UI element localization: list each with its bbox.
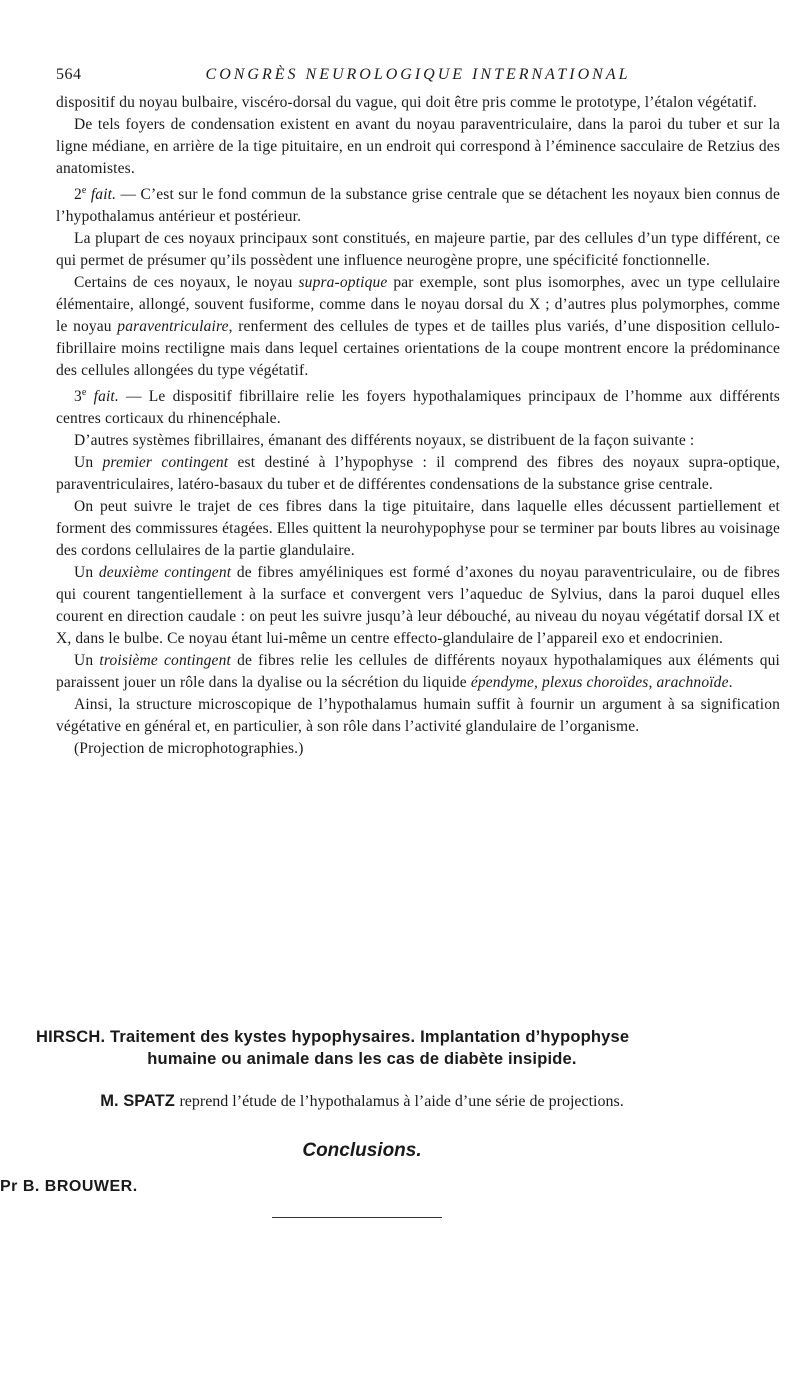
paragraph	[56, 180, 780, 228]
paragraph-text: paraventriculaire	[117, 318, 229, 336]
paragraph-text: Ainsi, la structure microscopique de l’hypothalamus humain suffit à fournir un argument à sa signification végétative en général et, en particulier, à son rôle dans l’activité glandulaire de l’organisme.	[56, 696, 780, 736]
paragraph-text: On peut suivre le trajet de ces fibres dans la tige pituitaire, dans laquelle elles décussent partiellement et forment des commissures étagées. Elles quittent la neurohypophyse pour se terminer par bouts libres au voisinage des cordons cellulaires de la partie glandulaire.	[56, 498, 780, 560]
paragraph-text: 2	[74, 186, 82, 204]
conclusions-heading: Conclusions.	[302, 1140, 422, 1161]
paragraph	[56, 430, 780, 452]
paragraph	[56, 496, 780, 562]
running-head	[56, 66, 780, 90]
paragraph	[56, 738, 780, 760]
brouwer-author: Pr B. BROUWER.	[0, 1178, 138, 1195]
paragraph-text: .	[728, 674, 733, 692]
paragraph	[56, 650, 780, 694]
paragraph-text: D’autres systèmes fibrillaires, émanant des différents noyaux, se distribuent de la façon suivante :	[74, 432, 695, 450]
page-number: 564	[56, 66, 82, 83]
spatz-text: reprend l’étude de l’hypothalamus à l’aide d’une série de projections.	[179, 1093, 624, 1110]
separator-rule	[272, 1217, 442, 1218]
paragraph-text: supra-optique	[298, 274, 388, 292]
paragraph-text: Certains de ces noyaux, le noyau	[74, 274, 299, 292]
paragraph	[56, 92, 780, 114]
paragraph-text: est destiné à l’hypophyse : il comprend des fibres des noyaux supra-optique, paraventriculaires, latéro-basaux du tuber et de différentes condensations de la substance grise centrale.	[56, 454, 780, 494]
paragraph	[56, 114, 780, 180]
hirsch-author: HIRSCH.	[36, 1028, 106, 1046]
hirsch-talk-title	[0, 1026, 724, 1070]
paragraph-text: e	[81, 387, 87, 399]
paragraph-text: dispositif du noyau bulbaire, viscéro-dorsal du vague, qui doit être pris comme le prototype, l’étalon végétatif.	[56, 94, 757, 111]
paragraph-text: 3	[74, 388, 82, 406]
spatz-line	[0, 1090, 724, 1113]
paragraph-text: La plupart de ces noyaux principaux sont constitués, en majeure partie, par des cellules d’un type différent, ce qui permet de présumer qu’ils possèdent une influence neurogène propre, une spécificité fonctionnelle.	[56, 230, 780, 270]
paragraph-text: troisième contingent	[99, 652, 231, 670]
spatz-author: M. SPATZ	[100, 1092, 175, 1110]
body-text	[56, 92, 780, 760]
paragraph	[56, 228, 780, 272]
paragraph-text: (Projection de microphotographies.)	[74, 740, 304, 758]
paragraph-text: , renferment des cellules de types et de tailles plus variés, d’une disposition cellulo-fibrillaire moins rectiligne mais dans lequel certaines orientations de la coupe montrent encore la prédominance des cellules allongées du type végétatif.	[56, 318, 780, 380]
running-title: CONGRÈS NEUROLOGIQUE INTERNATIONAL	[205, 66, 631, 83]
paragraph	[56, 562, 780, 650]
paragraph-text: Un	[74, 564, 99, 582]
paragraph-text: de fibres relie les cellules de différents noyaux hypothalamiques aux éléments qui paraissent jouer un rôle dans la dyalise ou la sécrétion du liquide	[56, 652, 780, 692]
paragraph-text: deuxième contingent	[98, 564, 232, 582]
paragraph	[56, 382, 780, 430]
paragraph-text: fait.	[86, 186, 117, 204]
paragraph-text: e	[81, 185, 87, 196]
paragraph-text: fait.	[86, 388, 119, 406]
paragraph-text: De tels foyers de condensation existent en avant du noyau paraventriculaire, dans la paroi du tuber et sur la ligne médiane, en arrière de la tige pituitaire, en un endroit qui correspond à l’éminence sacculaire de Retzius des anatomistes.	[56, 116, 780, 177]
paragraph	[56, 694, 780, 738]
paragraph	[56, 272, 780, 382]
paragraph-text: épendyme, plexus choroïdes, arachnoïde	[470, 674, 729, 692]
paragraph-text: de fibres amyéliniques est formé d’axones du noyau paraventriculaire, ou de fibres qui courent tangentiellement à la surface et convergent vers l’aqueduc de Sylvius, dans la paroi duquel elles courent en direction caudale : on peut les suivre jusqu’à leur débouché, au niveau du noyau végétatif dorsal IX et X, dans le bulbe. Ce noyau étant lui-même un centre effecto-glandulaire de l’appareil exo et endocrinien.	[56, 564, 780, 648]
paragraph-text: premier contingent	[102, 454, 229, 472]
paragraph-text: Un	[74, 454, 103, 472]
paragraph	[56, 452, 780, 496]
paragraph-text: — Le dispositif fibrillaire relie les foyers hypothalamiques principaux de l’homme aux différents centres corticaux du rhinencéphale.	[56, 388, 780, 428]
hirsch-title-line2: humaine ou animale dans les cas de diabète insipide.	[147, 1050, 577, 1068]
hirsch-title-line1: Traitement des kystes hypophysaires. Implantation d’hypophyse	[110, 1028, 630, 1046]
paragraph-text: par exemple, sont plus isomorphes, avec un type cellulaire élémentaire, allongé, souvent fusiforme, comme dans le noyau dorsal du X ; d’autres plus polymorphes, comme le noyau	[56, 274, 780, 336]
paragraph-text: — C’est sur le fond commun de la substance grise centrale que se détachent les noyaux bien connus de l’hypothalamus antérieur et postérieur.	[56, 186, 780, 226]
paragraph-text: Un	[74, 652, 100, 670]
